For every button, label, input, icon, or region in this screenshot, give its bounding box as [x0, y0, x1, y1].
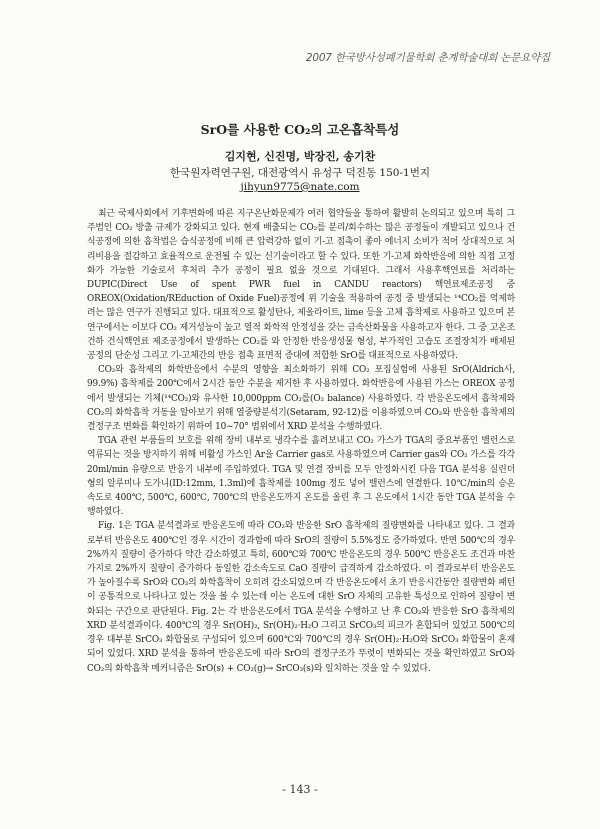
abstract-body	[87, 207, 515, 676]
affiliation: 한국원자력연구원, 대전광역시 유성구 덕진동 150-1번지	[170, 167, 430, 179]
paragraph-method: CO₂와 흡착제의 화학반응에서 수분의 영향을 최소화하기 위해 CO₂ 포집실험에 사용된 SrO(Aldrich사, 99.9%) 흡착제를 200℃에서 2시간 동안 수분을 제거한 후 사용하였다. 화학반응에 사용된 가스는 OREOX 공정에서 발생되는 기체(¹⁴CO₂)와 유사한 10,000ppm CO₂를(O₂ balance) 사용하였다. 각 반응온도에서 흡착제와 CO₂의 화학흡착 거동을 알아보기 위해 열중량분석기(Setaram, 92-12)를 이용하였으며 CO₂와 반응한 흡착제의 결정구조 변화를 확인하기 위하여 10~70° 범위에서 XRD 분석을 수행하였다.	[87, 365, 515, 433]
page-number: - 143 -	[282, 783, 318, 796]
running-header: 2007 한국방사성폐기물학회 춘계학술대회 논문요약집	[305, 52, 550, 64]
paragraph-intro: 최근 국제사회에서 기후변화에 따른 지구온난화문제가 여러 협약들을 통하여 활발히 논의되고 있으며 특히 그 주범인 CO₂ 방출 규제가 강화되고 있다. 현재 배출되는 CO₂를 분리/회수하는 많은 공정들이 개발되고 있으나 건식공정에 의한 흡착법은 습식공정에 비해 큰 압력강하 없이 기-고 접촉이 좋아 에너지 소비가 적어 상대적으로 처리비용을 절감하고 효율적으로 운전될 수 있는 신기술이라고 할 수 있다. 또한 기-고체 화학반응에 의한 직접 고정화가 가능한 기술로서 후처리 추가 공정이 필요 없을 것으로 기대된다. 그래서 사용후핵연료를 처리하는 DUPIC(Direct Use of spent PWR fuel in CANDU reactors) 핵연료제조공정 중 OREOX(Oxidation/REduction of Oxide Fuel)공정에 위 기술을 적용하여 공정 중 발생되는 ¹⁴CO₂를 억제하려는 많은 연구가 진행되고 있다. 대표적으로 활성탄나, 제올라이트, lime 등을 고체 흡착제로 사용하고 있으며 본 연구에서는 이보다 CO₂ 제거성능이 높고 열적 화학적 안정성을 갖는 금속산화물을 사용하고자 한다. 그 중 고온조건하 건식핵연료 제조공정에서 발생하는 CO₂를 와 안정한 반응생성물 형성, 부가적인 고습도 조절장치가 배제된 공정의 단순성 그리고 기-고체간의 반응 접촉 표면적 증대에 적합한 SrO를 대표적으로 사용하였다.	[87, 209, 515, 362]
paper-title: SrO를 사용한 CO₂의 고온흡착특성	[200, 122, 400, 137]
email-address: jihyun9775@nate.com	[240, 181, 360, 193]
author-list: 김지현, 신진명, 박장진, 송기찬	[224, 150, 376, 163]
paragraph-procedure: TGA 관련 부품들의 보호를 위해 장비 내부로 냉각수를 흘려보내고 CO₂ 가스가 TGA의 중요부품인 밸런스로 역류되는 것을 방지하기 위해 비활성 가스인 Ar을 Carrier gas로 사용하였으며 Carrier gas와 CO₂ 가스를 각각 20ml/min 유량으로 반응기 내부에 주입하였다. TGA 및 연결 장비를 모두 안정화시킨 다음 TGA 분석용 실린더형의 알루미나 도가니(ID:12mm, 1.3ml)에 흡착제를 100mg 정도 넣어 밸런스에 연결한다. 10℃/min의 승온속도로 400℃, 500℃, 600℃, 700℃의 반응온도까지 온도를 올린 후 그 온도에서 1시간 동안 TGA 분석을 수행하였다.	[87, 436, 515, 518]
paragraph-results: Fig. 1은 TGA 분석결과로 반응온도에 따라 CO₂와 반응한 SrO 흡착제의 질량변화를 나타내고 있다. 그 결과로부터 반응온도 400℃인 경우 시간이 경과함에 따라 SrO의 질량이 5.5%정도 증가하였다. 반면 500℃의 경우 2%까지 질량이 증가하다 약간 감소하였고 특히, 600℃와 700℃ 반응온도의 경우 500℃ 반응온도 조건과 마찬가지로 2%까지 질량이 증가하다 동일한 감소속도로 CaO 질량이 급격하게 감소하였다. 이 결과로부터 반응온도가 높아질수록 SrO와 CO₂의 화학흡착이 오히려 감소되었으며 각 반응온도에서 초기 반응시간동안 질량변화 패턴이 공통적으로 나타나고 있는 것을 볼 수 있는데 이는 온도에 대한 SrO 자체의 고유한 특성으로 인하여 질량이 변화되는 구간으로 판단된다. Fig. 2는 각 반응온도에서 TGA 분석을 수행하고 난 후 CO₂와 반응한 SrO 흡착제의 XRD 분석결과이다. 400℃의 경우 Sr(OH)₂, Sr(OH)₂·H₂O 그리고 SrCO₃의 피크가 혼합되어 있었고 500℃의 경우 대부분 SrCO₃ 화합물로 구성되어 있으며 600℃와 700℃의 경우 Sr(OH)₂·H₂O와 SrCO₃ 화합물이 혼재되어 있었다. XRD 분석을 통하여 반응온도에 따라 SrO의 결정구조가 뚜렷이 변화되는 것을 확인하였고 SrO와 CO₂의 화학흡착 메커니즘은 SrO(s) + CO₂(g)→ SrCO₃(s)와 일치하는 것을 알 수 있었다.	[87, 521, 515, 674]
